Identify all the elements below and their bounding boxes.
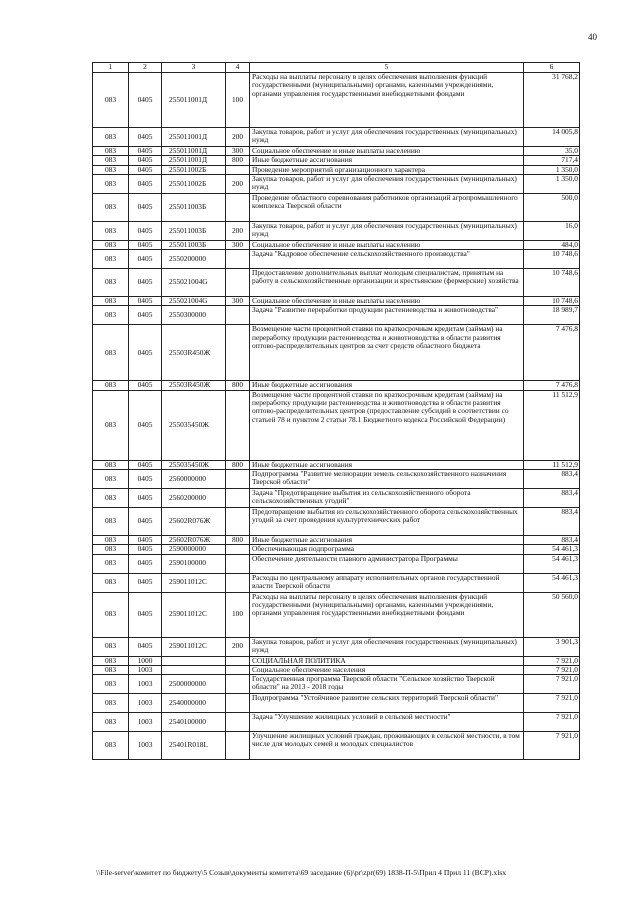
section-code-cell: 0405 <box>129 554 162 573</box>
amount-cell: 18 989,7 <box>524 306 580 325</box>
table-row <box>93 554 580 573</box>
section-code-cell: 0405 <box>129 460 162 469</box>
description-cell: СОЦИАЛЬНАЯ ПОЛИТИКА <box>250 656 524 665</box>
admin-code-cell: 083 <box>93 535 129 544</box>
expense-type-cell <box>226 732 250 760</box>
description-cell: Закупка товаров, работ и услуг для обеспечения государственных (муниципальных) нужд <box>250 128 524 147</box>
admin-code-cell: 083 <box>93 637 129 656</box>
admin-code-cell: 083 <box>93 306 129 325</box>
admin-code-cell: 083 <box>93 240 129 249</box>
target-article-cell: 2590000000 <box>162 545 226 554</box>
admin-code-cell: 083 <box>93 221 129 240</box>
admin-code-cell: 083 <box>93 390 129 460</box>
header-cell-2: 2 <box>129 63 162 73</box>
table-row <box>93 573 580 592</box>
table-row <box>93 250 580 269</box>
admin-code-cell: 083 <box>93 675 129 694</box>
expense-type-cell: 300 <box>226 240 250 249</box>
admin-code-cell: 083 <box>93 174 129 193</box>
expense-type-cell: 800 <box>226 535 250 544</box>
amount-cell: 31 768,2 <box>524 73 580 128</box>
section-code-cell: 0405 <box>129 390 162 460</box>
target-article-cell: 255035450Ж <box>162 460 226 469</box>
admin-code-cell: 083 <box>93 269 129 297</box>
expense-type-cell: 100 <box>226 73 250 128</box>
description-cell: Возмещение части процентной ставки по краткосрочным кредитам (займам) на переработку продукции растениеводства и животноводства в области развития оптово-распределительных центров за счет средств областного бюджета <box>250 325 524 381</box>
target-article-cell: 2540100000 <box>162 713 226 732</box>
header-cell-3: 3 <box>162 63 226 73</box>
expense-type-cell: 800 <box>226 460 250 469</box>
admin-code-cell: 083 <box>93 665 129 674</box>
expense-type-cell <box>226 193 250 221</box>
description-cell: Предотвращение выбытия из сельскохозяйственного оборота сельскохозяйственных угодий за счет проведения культуртехнических работ <box>250 507 524 535</box>
table-row <box>93 694 580 713</box>
admin-code-cell: 083 <box>93 381 129 390</box>
table-row <box>93 73 580 128</box>
header-row <box>93 63 580 73</box>
section-code-cell: 0405 <box>129 535 162 544</box>
expense-type-cell <box>226 554 250 573</box>
amount-cell: 7 921,0 <box>524 732 580 760</box>
table-row <box>93 675 580 694</box>
section-code-cell: 0405 <box>129 469 162 488</box>
description-cell: Иные бюджетные ассигнования <box>250 535 524 544</box>
section-code-cell: 0405 <box>129 165 162 174</box>
table-row <box>93 656 580 665</box>
target-article-cell: 25503R450Ж <box>162 325 226 381</box>
expense-type-cell <box>226 713 250 732</box>
target-article-cell: 2590100000 <box>162 554 226 573</box>
table-row <box>93 592 580 637</box>
description-cell: Государственная программа Тверской области "Сельское хозяйство Тверской области" на 2013 - 2018 годы <box>250 675 524 694</box>
section-code-cell: 0405 <box>129 592 162 637</box>
admin-code-cell: 083 <box>93 165 129 174</box>
expense-type-cell <box>226 269 250 297</box>
target-article-cell: 2560200000 <box>162 488 226 507</box>
admin-code-cell: 083 <box>93 147 129 156</box>
target-article-cell: 259011012С <box>162 573 226 592</box>
expense-type-cell: 300 <box>226 297 250 306</box>
amount-cell: 35,0 <box>524 147 580 156</box>
section-code-cell: 0405 <box>129 128 162 147</box>
target-article-cell: 255011001Д <box>162 156 226 165</box>
admin-code-cell: 083 <box>93 325 129 381</box>
admin-code-cell: 083 <box>93 732 129 760</box>
file-path-footer: \\File-server\комитет по бюджету\5 Созыв\документы комитета\69 заседание (6)\pr\zpr(69) 1838-П-5\Прил 4 Прил 11 (ВСР).xlsx <box>96 868 507 877</box>
amount-cell: 883,4 <box>524 507 580 535</box>
table-row <box>93 545 580 554</box>
amount-cell: 50 560,0 <box>524 592 580 637</box>
expense-type-cell: 800 <box>226 381 250 390</box>
section-code-cell: 0405 <box>129 156 162 165</box>
table-row <box>93 193 580 221</box>
expense-type-cell: 200 <box>226 221 250 240</box>
amount-cell: 7 921,0 <box>524 713 580 732</box>
section-code-cell: 1003 <box>129 675 162 694</box>
expense-type-cell <box>226 675 250 694</box>
amount-cell: 500,0 <box>524 193 580 221</box>
description-cell: Проведение областного соревнования работников организаций агропромышленного комплекса Тверской области <box>250 193 524 221</box>
amount-cell: 7 921,0 <box>524 694 580 713</box>
amount-cell: 883,4 <box>524 469 580 488</box>
admin-code-cell: 083 <box>93 156 129 165</box>
amount-cell: 883,4 <box>524 488 580 507</box>
admin-code-cell: 083 <box>93 73 129 128</box>
description-cell: Социальное обеспечение и иные выплаты населению <box>250 240 524 249</box>
amount-cell: 7 921,0 <box>524 675 580 694</box>
admin-code-cell: 083 <box>93 297 129 306</box>
section-code-cell: 0405 <box>129 250 162 269</box>
description-cell: Проведение мероприятий организационного характера <box>250 165 524 174</box>
description-cell: Иные бюджетные ассигнования <box>250 460 524 469</box>
table-row <box>93 174 580 193</box>
admin-code-cell: 083 <box>93 128 129 147</box>
expense-type-cell <box>226 390 250 460</box>
target-article-cell: 255011002Б <box>162 165 226 174</box>
amount-cell: 10 748,6 <box>524 269 580 297</box>
admin-code-cell: 083 <box>93 694 129 713</box>
amount-cell: 1 350,0 <box>524 174 580 193</box>
expense-type-cell <box>226 573 250 592</box>
section-code-cell: 0405 <box>129 73 162 128</box>
table-body <box>93 73 580 760</box>
admin-code-cell: 083 <box>93 713 129 732</box>
target-article-cell <box>162 665 226 674</box>
description-cell: Социальное обеспечение и иные выплаты населению <box>250 297 524 306</box>
description-cell: Социальное обеспечение населения <box>250 665 524 674</box>
amount-cell: 54 461,3 <box>524 554 580 573</box>
amount-cell: 16,0 <box>524 221 580 240</box>
header-cell-6: 6 <box>524 63 580 73</box>
section-code-cell: 0405 <box>129 193 162 221</box>
description-cell: Расходы по центральному аппарату исполнительных органов государственной власти Тверской области <box>250 573 524 592</box>
expense-type-cell <box>226 165 250 174</box>
section-code-cell: 0405 <box>129 325 162 381</box>
target-article-cell: 255011003Б <box>162 221 226 240</box>
amount-cell: 7 921,0 <box>524 656 580 665</box>
expense-type-cell <box>226 250 250 269</box>
section-code-cell: 0405 <box>129 269 162 297</box>
header-cell-1: 1 <box>93 63 129 73</box>
amount-cell: 11 512,9 <box>524 390 580 460</box>
expense-type-cell: 200 <box>226 174 250 193</box>
table-row <box>93 325 580 381</box>
expense-type-cell: 100 <box>226 592 250 637</box>
section-code-cell: 0405 <box>129 507 162 535</box>
target-article-cell: 255011001Д <box>162 73 226 128</box>
description-cell: Иные бюджетные ассигнования <box>250 156 524 165</box>
expense-type-cell: 800 <box>226 156 250 165</box>
expense-type-cell <box>226 656 250 665</box>
expense-type-cell: 300 <box>226 147 250 156</box>
amount-cell: 10 748,6 <box>524 297 580 306</box>
description-cell: Задача "Предотвращение выбытия из сельскохозяйственного оборота сельскохозяйственных угодий" <box>250 488 524 507</box>
description-cell: Расходы на выплаты персоналу в целях обеспечения выполнения функций государственными (муниципальными) органами, казенными учреждениями, органами управления государственными внебюджетными фондами <box>250 73 524 128</box>
table-row <box>93 488 580 507</box>
table-row <box>93 221 580 240</box>
amount-cell: 10 748,6 <box>524 250 580 269</box>
amount-cell: 3 901,3 <box>524 637 580 656</box>
target-article-cell: 255011001Д <box>162 147 226 156</box>
section-code-cell: 1000 <box>129 656 162 665</box>
description-cell: Иные бюджетные ассигнования <box>250 381 524 390</box>
amount-cell: 54 461,3 <box>524 573 580 592</box>
page-number: 40 <box>588 32 597 42</box>
admin-code-cell: 083 <box>93 573 129 592</box>
target-article-cell: 255011003Б <box>162 193 226 221</box>
table-row <box>93 507 580 535</box>
amount-cell: 883,4 <box>524 535 580 544</box>
amount-cell: 14 005,8 <box>524 128 580 147</box>
target-article-cell: 25602R076Ж <box>162 507 226 535</box>
target-article-cell: 25401R018L <box>162 732 226 760</box>
expense-type-cell <box>226 507 250 535</box>
header-cell-4: 4 <box>226 63 250 73</box>
description-cell: Задача "Развитие переработки продукции растениеводства и животноводства" <box>250 306 524 325</box>
expense-type-cell <box>226 469 250 488</box>
description-cell: Закупка товаров, работ и услуг для обеспечения государственных (муниципальных) нужд <box>250 174 524 193</box>
section-code-cell: 0405 <box>129 573 162 592</box>
description-cell: Задача "Кадровое обеспечение сельскохозяйственного производства" <box>250 250 524 269</box>
section-code-cell: 0405 <box>129 637 162 656</box>
table-row <box>93 469 580 488</box>
target-article-cell: 255011002Б <box>162 174 226 193</box>
amount-cell: 1 350,0 <box>524 165 580 174</box>
section-code-cell: 0405 <box>129 147 162 156</box>
target-article-cell: 259011012С <box>162 592 226 637</box>
section-code-cell: 0405 <box>129 488 162 507</box>
admin-code-cell: 083 <box>93 469 129 488</box>
admin-code-cell: 083 <box>93 193 129 221</box>
description-cell: Предоставление дополнительных выплат молодым специалистам, принятым на работу в сельскохозяйственные организации и крестьянские (фермерские) хозяйства <box>250 269 524 297</box>
target-article-cell: 255021004G <box>162 297 226 306</box>
amount-cell: 7 921,0 <box>524 665 580 674</box>
expense-type-cell <box>226 325 250 381</box>
section-code-cell: 1003 <box>129 694 162 713</box>
target-article-cell: 255011003Б <box>162 240 226 249</box>
description-cell: Задача "Улучшение жилищных условий в сельской местности" <box>250 713 524 732</box>
table-row <box>93 156 580 165</box>
amount-cell: 484,0 <box>524 240 580 249</box>
section-code-cell: 0405 <box>129 381 162 390</box>
target-article-cell: 255035450Ж <box>162 390 226 460</box>
table-row <box>93 732 580 760</box>
description-cell: Обеспечивающая подпрограмма <box>250 545 524 554</box>
table-row <box>93 381 580 390</box>
section-code-cell: 1003 <box>129 665 162 674</box>
target-article-cell: 2550200000 <box>162 250 226 269</box>
description-cell: Расходы на выплаты персоналу в целях обеспечения выполнения функций государственными (муниципальными) органами, казенными учреждениями, органами управления государственными внебюджетными фондами <box>250 592 524 637</box>
section-code-cell: 1003 <box>129 713 162 732</box>
admin-code-cell: 083 <box>93 250 129 269</box>
section-code-cell: 0405 <box>129 174 162 193</box>
table-row <box>93 713 580 732</box>
expense-type-cell <box>226 665 250 674</box>
target-article-cell: 2500000000 <box>162 675 226 694</box>
target-article-cell: 255021004G <box>162 269 226 297</box>
description-cell: Социальное обеспечение и иные выплаты населению <box>250 147 524 156</box>
section-code-cell: 0405 <box>129 240 162 249</box>
target-article-cell: 2540000000 <box>162 694 226 713</box>
description-cell: Закупка товаров, работ и услуг для обеспечения государственных (муниципальных) нужд <box>250 637 524 656</box>
admin-code-cell: 083 <box>93 460 129 469</box>
admin-code-cell: 083 <box>93 488 129 507</box>
expense-type-cell: 200 <box>226 637 250 656</box>
amount-cell: 7 476,8 <box>524 325 580 381</box>
table-row <box>93 306 580 325</box>
target-article-cell: 25602R076Ж <box>162 535 226 544</box>
section-code-cell: 0405 <box>129 221 162 240</box>
target-article-cell <box>162 656 226 665</box>
description-cell: Подпрограмма "Развитие мелиорации земель сельскохозяйственного назначения Тверской области" <box>250 469 524 488</box>
table-row <box>93 637 580 656</box>
header-cell-5: 5 <box>250 63 524 73</box>
expense-type-cell <box>226 545 250 554</box>
admin-code-cell: 083 <box>93 592 129 637</box>
description-cell: Возмещение части процентной ставки по краткосрочным кредитам (займам) на переработку продукции растениеводства и животноводства в области развития оптово-распределительных центров (предоставление субсидий в соответствии со статьей 78 и пунктом 2 статьи 78.1 Бюджетного кодекса Российской Федерации) <box>250 390 524 460</box>
section-code-cell: 1003 <box>129 732 162 760</box>
admin-code-cell: 083 <box>93 507 129 535</box>
table-row <box>93 269 580 297</box>
expense-type-cell <box>226 694 250 713</box>
description-cell: Обеспечение деятельности главного администратора Программы <box>250 554 524 573</box>
budget-table <box>92 62 580 760</box>
amount-cell: 54 461,3 <box>524 545 580 554</box>
section-code-cell: 0405 <box>129 545 162 554</box>
expense-type-cell: 200 <box>226 128 250 147</box>
target-article-cell: 2550300000 <box>162 306 226 325</box>
section-code-cell: 0405 <box>129 306 162 325</box>
table-row <box>93 128 580 147</box>
admin-code-cell: 083 <box>93 554 129 573</box>
description-cell: Подпрограмма "Устойчивое развитие сельских территорий Тверской области" <box>250 694 524 713</box>
amount-cell: 11 512,9 <box>524 460 580 469</box>
amount-cell: 717,4 <box>524 156 580 165</box>
section-code-cell: 0405 <box>129 297 162 306</box>
amount-cell: 7 476,8 <box>524 381 580 390</box>
target-article-cell: 2560000000 <box>162 469 226 488</box>
expense-type-cell <box>226 306 250 325</box>
expense-type-cell <box>226 488 250 507</box>
admin-code-cell: 083 <box>93 656 129 665</box>
target-article-cell: 259011012С <box>162 637 226 656</box>
admin-code-cell: 083 <box>93 545 129 554</box>
description-cell: Закупка товаров, работ и услуг для обеспечения государственных (муниципальных) нужд <box>250 221 524 240</box>
table-row <box>93 165 580 174</box>
target-article-cell: 255011001Д <box>162 128 226 147</box>
table-row <box>93 390 580 460</box>
target-article-cell: 25503R450Ж <box>162 381 226 390</box>
description-cell: Улучшение жилищных условий граждан, проживающих в сельской местности, в том числе для молодых семей и молодых специалистов <box>250 732 524 760</box>
